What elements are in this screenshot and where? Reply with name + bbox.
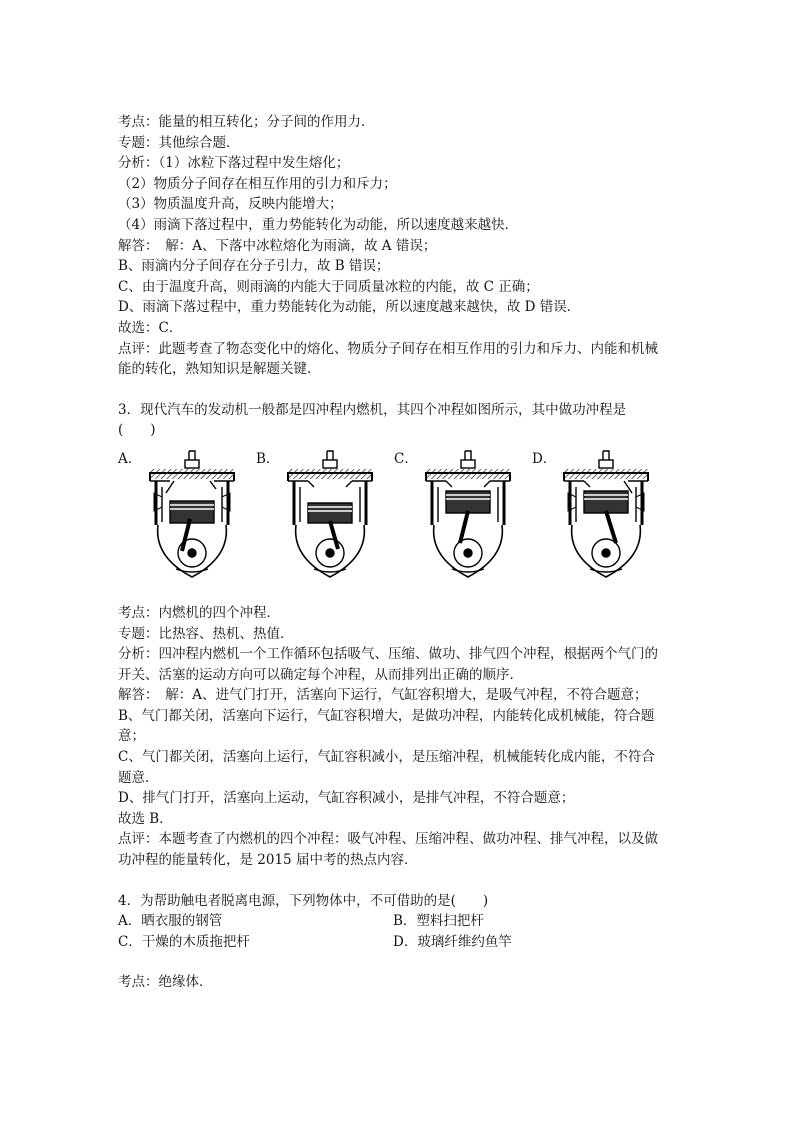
q3-jieda-line: 意； bbox=[118, 728, 145, 745]
q4-option-c: C．干燥的木质拖把杆 bbox=[118, 933, 250, 950]
q2-jieda-line: C、由于温度升高，则雨滴的内能大于同质量冰粒的内能，故 C 正确； bbox=[118, 278, 539, 295]
q2-zhuanti: 专题：其他综合题． bbox=[118, 134, 240, 151]
document-page bbox=[118, 112, 698, 993]
q2-dianping-line: 点评：此题考查了物态变化中的熔化、物质分子间存在相互作用的引力和斥力、内能和机械 bbox=[118, 340, 658, 357]
q2-fenxi-line: （3）物质温度升高，反映内能增大； bbox=[118, 196, 343, 213]
q2-fenxi-line: 分析：（1）冰粒下落过程中发生熔化； bbox=[118, 155, 350, 172]
q4-option-a: A．晒衣服的钢管 bbox=[118, 913, 223, 930]
q4-option-b: B．塑料扫把杆 bbox=[393, 913, 484, 930]
q4-kaodian: 考点：绝缘体． bbox=[118, 974, 213, 991]
q3-fenxi-line: 开关、活塞的运动方向可以确定每个冲程，从而排列出正确的顺序． bbox=[118, 666, 523, 683]
engine-figures bbox=[118, 447, 698, 597]
q3-fenxi-line: 分析：四冲程内燃机一个工作循环包括吸气、压缩、做功、排气四个冲程，根据两个气门的 bbox=[118, 646, 658, 663]
engine-compression-diagram bbox=[412, 447, 522, 587]
q3-jieda-line: 解答： 解：A、进气门打开，活塞向下运行，气缸容积增大，是吸气冲程，不符合题意； bbox=[118, 687, 648, 704]
q2-kaodian: 考点：能量的相互转化；分子间的作用力． bbox=[118, 114, 375, 130]
q3-jieda-line: 故选 B． bbox=[118, 810, 173, 827]
q3-jieda-line: C、气门都关闭，活塞向上运行，气缸容积减小，是压缩冲程，机械能转化成内能，不符合 bbox=[118, 749, 655, 766]
engine-option-c bbox=[394, 447, 524, 587]
option-label: D． bbox=[532, 450, 557, 467]
q2-fenxi-line: （4）雨滴下落过程中，重力势能转化为动能，所以速度越来越快． bbox=[118, 216, 519, 233]
q4-stem: 4．为帮助触电者脱离电源，下列物体中，不可借助的是( ) bbox=[118, 892, 489, 909]
q3-stem-line: ( ) bbox=[118, 422, 156, 439]
option-label: A． bbox=[118, 450, 142, 467]
engine-intake-diagram bbox=[136, 447, 246, 587]
engine-option-d bbox=[532, 447, 662, 587]
q2-jieda-line: 解答： 解：A、下落中冰粒熔化为雨滴，故 A 错误； bbox=[118, 237, 437, 254]
q3-jieda-line: 题意． bbox=[118, 769, 159, 786]
q3-jieda-line: B、气门都关闭，活塞向下运行，气缸容积增大，是做功冲程，内能转化成机械能，符合题 bbox=[118, 707, 655, 724]
q4-option-d: D．玻璃纤维约鱼竿 bbox=[393, 933, 512, 950]
q2-jieda-line: B、雨滴内分子间存在分子引力，故 B 错误； bbox=[118, 258, 390, 275]
q3-dianping-line: 点评：本题考查了内燃机的四个冲程：吸气冲程、压缩冲程、做功冲程、排气冲程，以及做 bbox=[118, 831, 658, 848]
q4-options-row bbox=[118, 932, 698, 953]
option-label: B． bbox=[256, 450, 280, 467]
option-label: C． bbox=[394, 450, 418, 467]
q2-jieda-line: 故选：C． bbox=[118, 319, 183, 336]
engine-option-b bbox=[256, 447, 386, 587]
q2-jieda-line: D、雨滴下落过程中，重力势能转化为动能，所以速度越来越快，故 D 错误． bbox=[118, 299, 581, 316]
q3-dianping-line: 功冲程的能量转化，是 2015 届中考的热点内容． bbox=[118, 852, 418, 869]
engine-option-a bbox=[118, 447, 248, 587]
q2-dianping-line: 能的转化，熟知知识是解题关键． bbox=[118, 361, 321, 378]
q2-fenxi-line: （2）物质分子间存在相互作用的引力和斥力； bbox=[118, 175, 397, 192]
q3-zhuanti: 专题：比热容、热机、热值． bbox=[118, 625, 294, 642]
q3-jieda-line: D、排气门打开，活塞向上运动，气缸容积减小，是排气冲程，不符合题意； bbox=[118, 790, 575, 807]
q3-kaodian: 考点：内燃机的四个冲程． bbox=[118, 604, 280, 621]
q3-stem-line: 3．现代汽车的发动机一般都是四冲程内燃机，其四个冲程如图所示，其中做功冲程是 bbox=[118, 401, 627, 418]
q4-options-row bbox=[118, 911, 698, 932]
engine-exhaust-diagram bbox=[550, 447, 660, 587]
engine-power-diagram bbox=[274, 447, 384, 587]
